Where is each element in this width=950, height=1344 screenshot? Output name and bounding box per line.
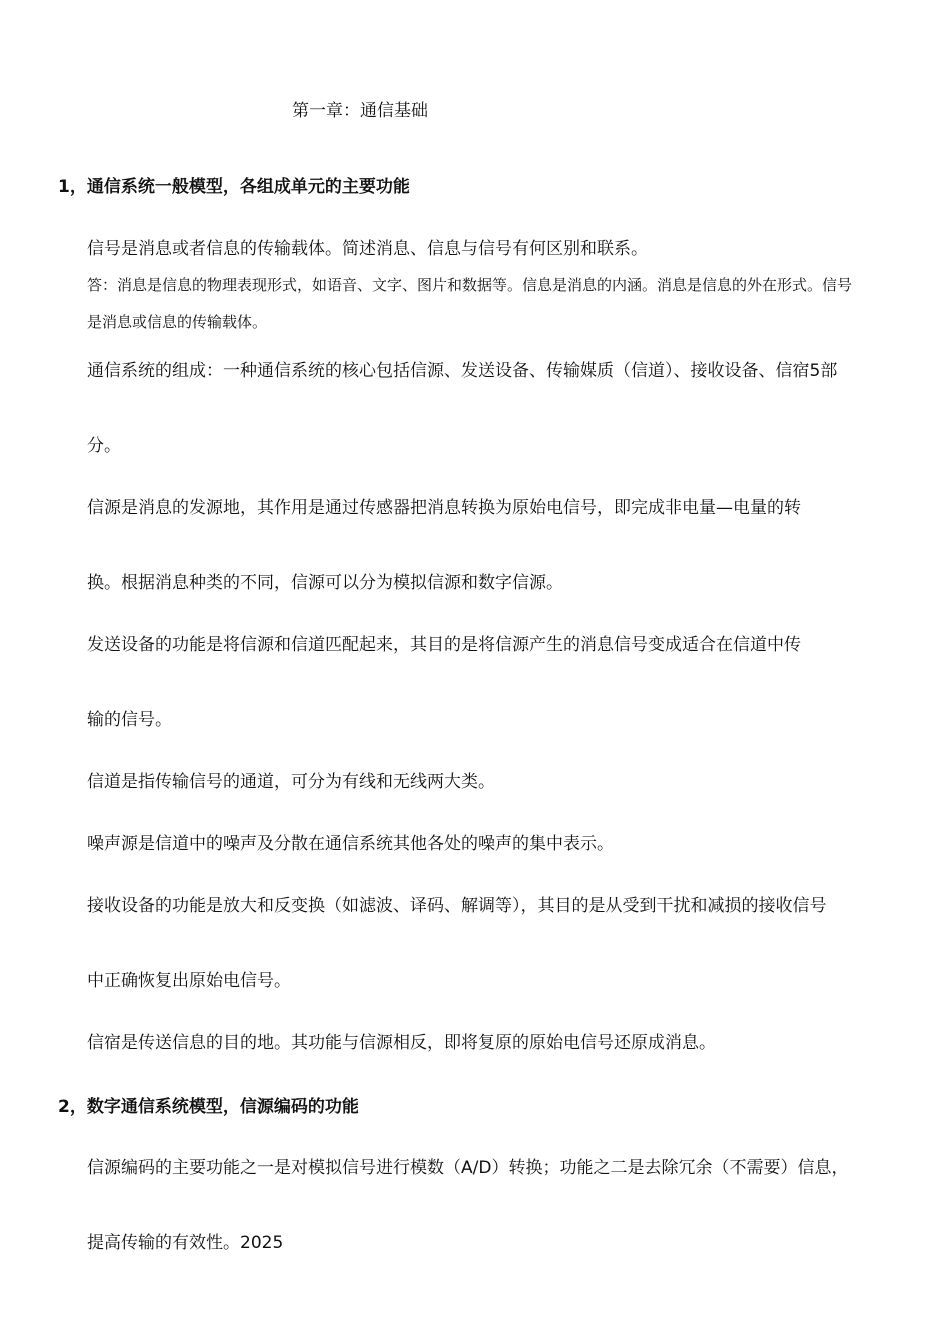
- coding-paragraph-line-1: 信源编码的主要功能之一是对模拟信号进行模数（A/D）转换；功能之二是去除冗余（不需要）信息，: [87, 1158, 849, 1178]
- answer-text-line-1: 答：消息是信息的物理表现形式，如语音、文字、图片和数据等。信息是消息的内涵。消息是信息的外在形式。信号: [87, 276, 853, 294]
- source-paragraph-line-2: 换。根据消息种类的不同，信源可以分为模拟信源和数字信源。: [87, 573, 563, 593]
- section-1-heading: 1，通信系统一般模型，各组成单元的主要功能: [58, 177, 410, 197]
- source-paragraph-line-1: 信源是消息的发源地，其作用是通过传感器把消息转换为原始电信号，即完成非电量—电量的转: [87, 498, 801, 518]
- transmitter-paragraph-line-1: 发送设备的功能是将信源和信道匹配起来，其目的是将信源产生的消息信号变成适合在信道中传: [87, 635, 801, 655]
- receiver-paragraph-line-2: 中正确恢复出原始电信号。: [87, 971, 291, 991]
- channel-paragraph: 信道是指传输信号的通道，可分为有线和无线两大类。: [87, 772, 495, 792]
- question-text: 信号是消息或者信息的传输载体。简述消息、信息与信号有何区别和联系。: [87, 239, 648, 259]
- composition-paragraph-line-1: 通信系统的组成：一种通信系统的核心包括信源、发送设备、传输媒质（信道）、接收设备、信宿5部: [87, 361, 838, 381]
- receiver-paragraph-line-1: 接收设备的功能是放大和反变换（如滤波、译码、解调等），其目的是从受到干扰和减损的接收信号: [87, 896, 827, 916]
- chapter-title: 第一章：通信基础: [292, 101, 428, 121]
- noise-paragraph: 噪声源是信道中的噪声及分散在通信系统其他各处的噪声的集中表示。: [87, 834, 614, 854]
- composition-paragraph-line-2: 分。: [87, 436, 121, 456]
- sink-paragraph: 信宿是传送信息的目的地。其功能与信源相反，即将复原的原始电信号还原成消息。: [87, 1033, 716, 1053]
- coding-paragraph-line-2: 提高传输的有效性。2025: [87, 1233, 284, 1253]
- transmitter-paragraph-line-2: 输的信号。: [87, 710, 172, 730]
- section-2-heading: 2，数字通信系统模型，信源编码的功能: [58, 1097, 359, 1117]
- answer-text-line-2: 是消息或信息的传输载体。: [87, 313, 268, 331]
